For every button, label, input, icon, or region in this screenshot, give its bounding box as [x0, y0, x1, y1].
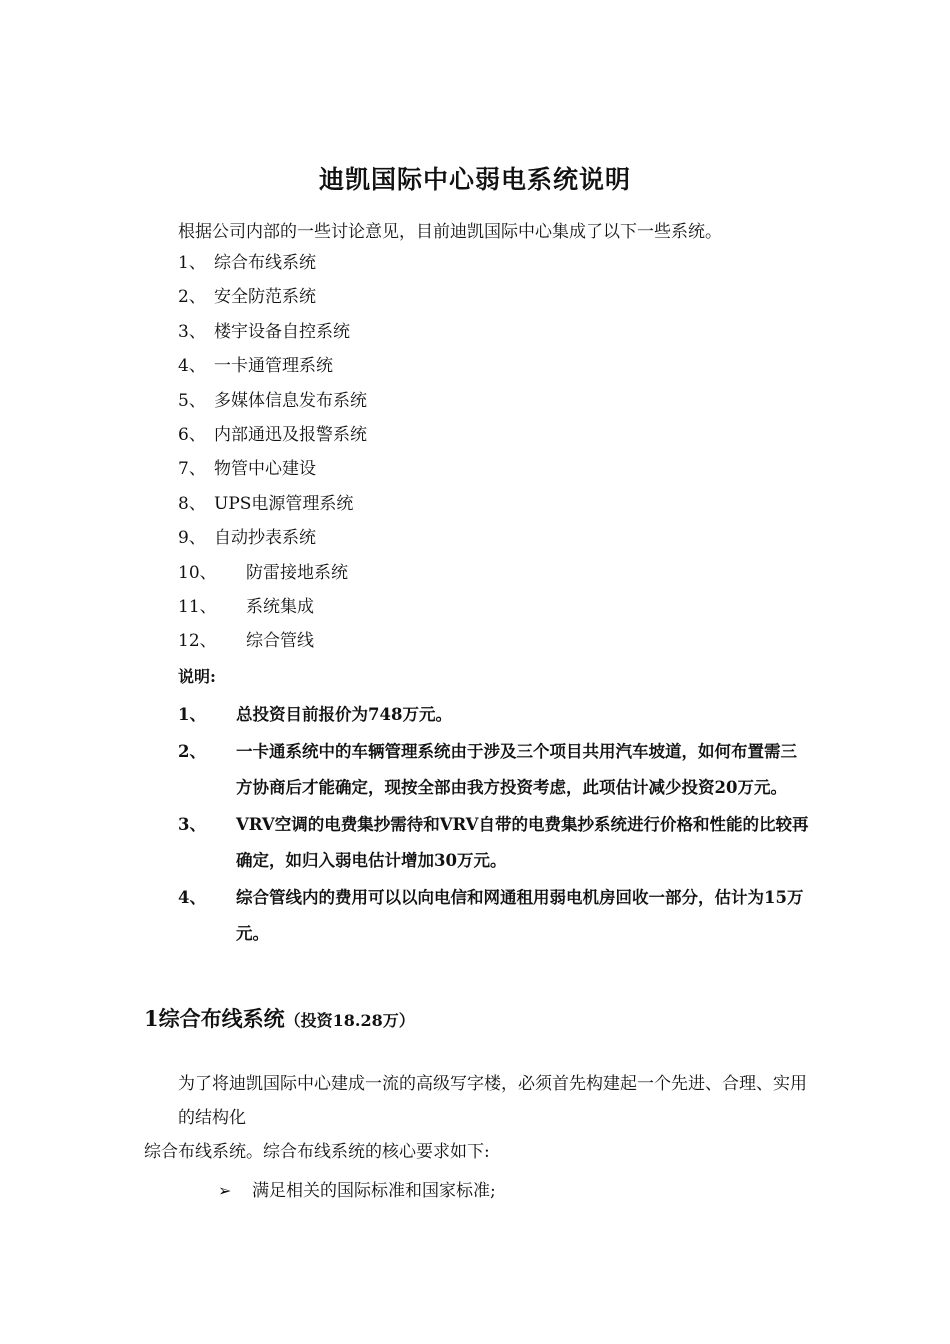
note-number: 1、: [178, 705, 206, 724]
list-item: [178, 560, 367, 594]
list-item-label: 楼宇设备自控系统: [214, 321, 350, 342]
note-text: VRV空调的电费集抄需待和VRV自带的电费集抄系统进行价格和性能的比较再确定，如归入弱电估计增加30万元。: [236, 814, 809, 870]
list-item-number: 8、: [178, 493, 206, 514]
list-item-label: 安全防范系统: [214, 287, 316, 308]
note-text: 综合管线内的费用可以以向电信和网通租用弱电机房回收一部分，估计为15万元。: [236, 887, 804, 943]
note-item: [178, 880, 813, 953]
note-text: 总投资目前报价为748万元。: [236, 705, 452, 724]
section-paragraph: [144, 1067, 812, 1169]
list-item-number: 1、: [178, 253, 206, 273]
list-item-label: 综合布线系统: [214, 253, 316, 273]
list-item-label: 内部通迅及报警系统: [214, 424, 367, 445]
note-number: 3、: [178, 814, 206, 834]
list-item-label: 物管中心建设: [214, 459, 316, 480]
list-item-number: 11、: [178, 596, 217, 617]
paragraph-line: 综合布线系统。综合布线系统的核心要求如下:: [144, 1142, 490, 1162]
list-item-label: 系统集成: [246, 596, 314, 617]
note-text: 一卡通系统中的车辆管理系统由于涉及三个项目共用汽车坡道，如何布置需三方协商后才能确定，现按全部由我方投资考虑，此项估计减少投资20万元。: [236, 741, 797, 797]
list-item-number: 10、: [178, 562, 217, 583]
list-item-label: 一卡通管理系统: [214, 356, 333, 377]
list-item: [178, 353, 367, 387]
list-item-label: 综合管线: [246, 631, 314, 652]
list-item-label: 防雷接地系统: [246, 562, 348, 583]
bullet-item: [218, 1176, 496, 1201]
document-title: 迪凯国际中心弱电系统说明: [318, 165, 631, 194]
list-item-label: 多媒体信息发布系统: [214, 390, 367, 411]
section-heading: [144, 1003, 415, 1033]
list-item: [178, 284, 367, 318]
list-item-number: 2、: [178, 287, 206, 308]
note-item: [178, 807, 813, 880]
list-item: [178, 388, 367, 422]
list-item: [178, 525, 367, 559]
list-item: [178, 456, 367, 490]
list-item-number: 12、: [178, 631, 217, 652]
notes-heading: 说明:: [178, 667, 216, 686]
intro-paragraph: 根据公司内部的一些讨论意见，目前迪凯国际中心集成了以下一些系统。: [178, 222, 722, 242]
arrow-bullet-icon: ➢: [218, 1181, 232, 1200]
list-item-number: 4、: [178, 356, 206, 377]
note-number: 2、: [178, 741, 206, 761]
list-item: [178, 422, 367, 456]
list-item: [178, 319, 367, 353]
note-item: [178, 734, 813, 807]
list-item-number: 9、: [178, 528, 206, 549]
paragraph-line: 为了将迪凯国际中心建成一流的高级写字楼，必须首先构建起一个先进、合理、实用的结构化: [178, 1074, 807, 1128]
list-item-label: 自动抄表系统: [214, 528, 316, 549]
section-subtitle: （投资18.28万）: [284, 1011, 415, 1030]
list-item-number: 3、: [178, 321, 206, 342]
list-item-number: 7、: [178, 459, 206, 480]
system-list: [178, 250, 367, 663]
notes-list: [178, 697, 813, 953]
list-item-number: 5、: [178, 390, 206, 411]
section-title: 1综合布线系统: [144, 1006, 285, 1031]
list-item: [178, 628, 367, 662]
note-number: 4、: [178, 887, 206, 907]
bullet-text: 满足相关的国际标准和国家标准;: [252, 1181, 496, 1201]
list-item-label: UPS电源管理系统: [214, 493, 354, 514]
list-item: [178, 250, 367, 284]
list-item: [178, 491, 367, 525]
list-item: [178, 594, 367, 628]
note-item: [178, 697, 813, 734]
list-item-number: 6、: [178, 424, 206, 445]
